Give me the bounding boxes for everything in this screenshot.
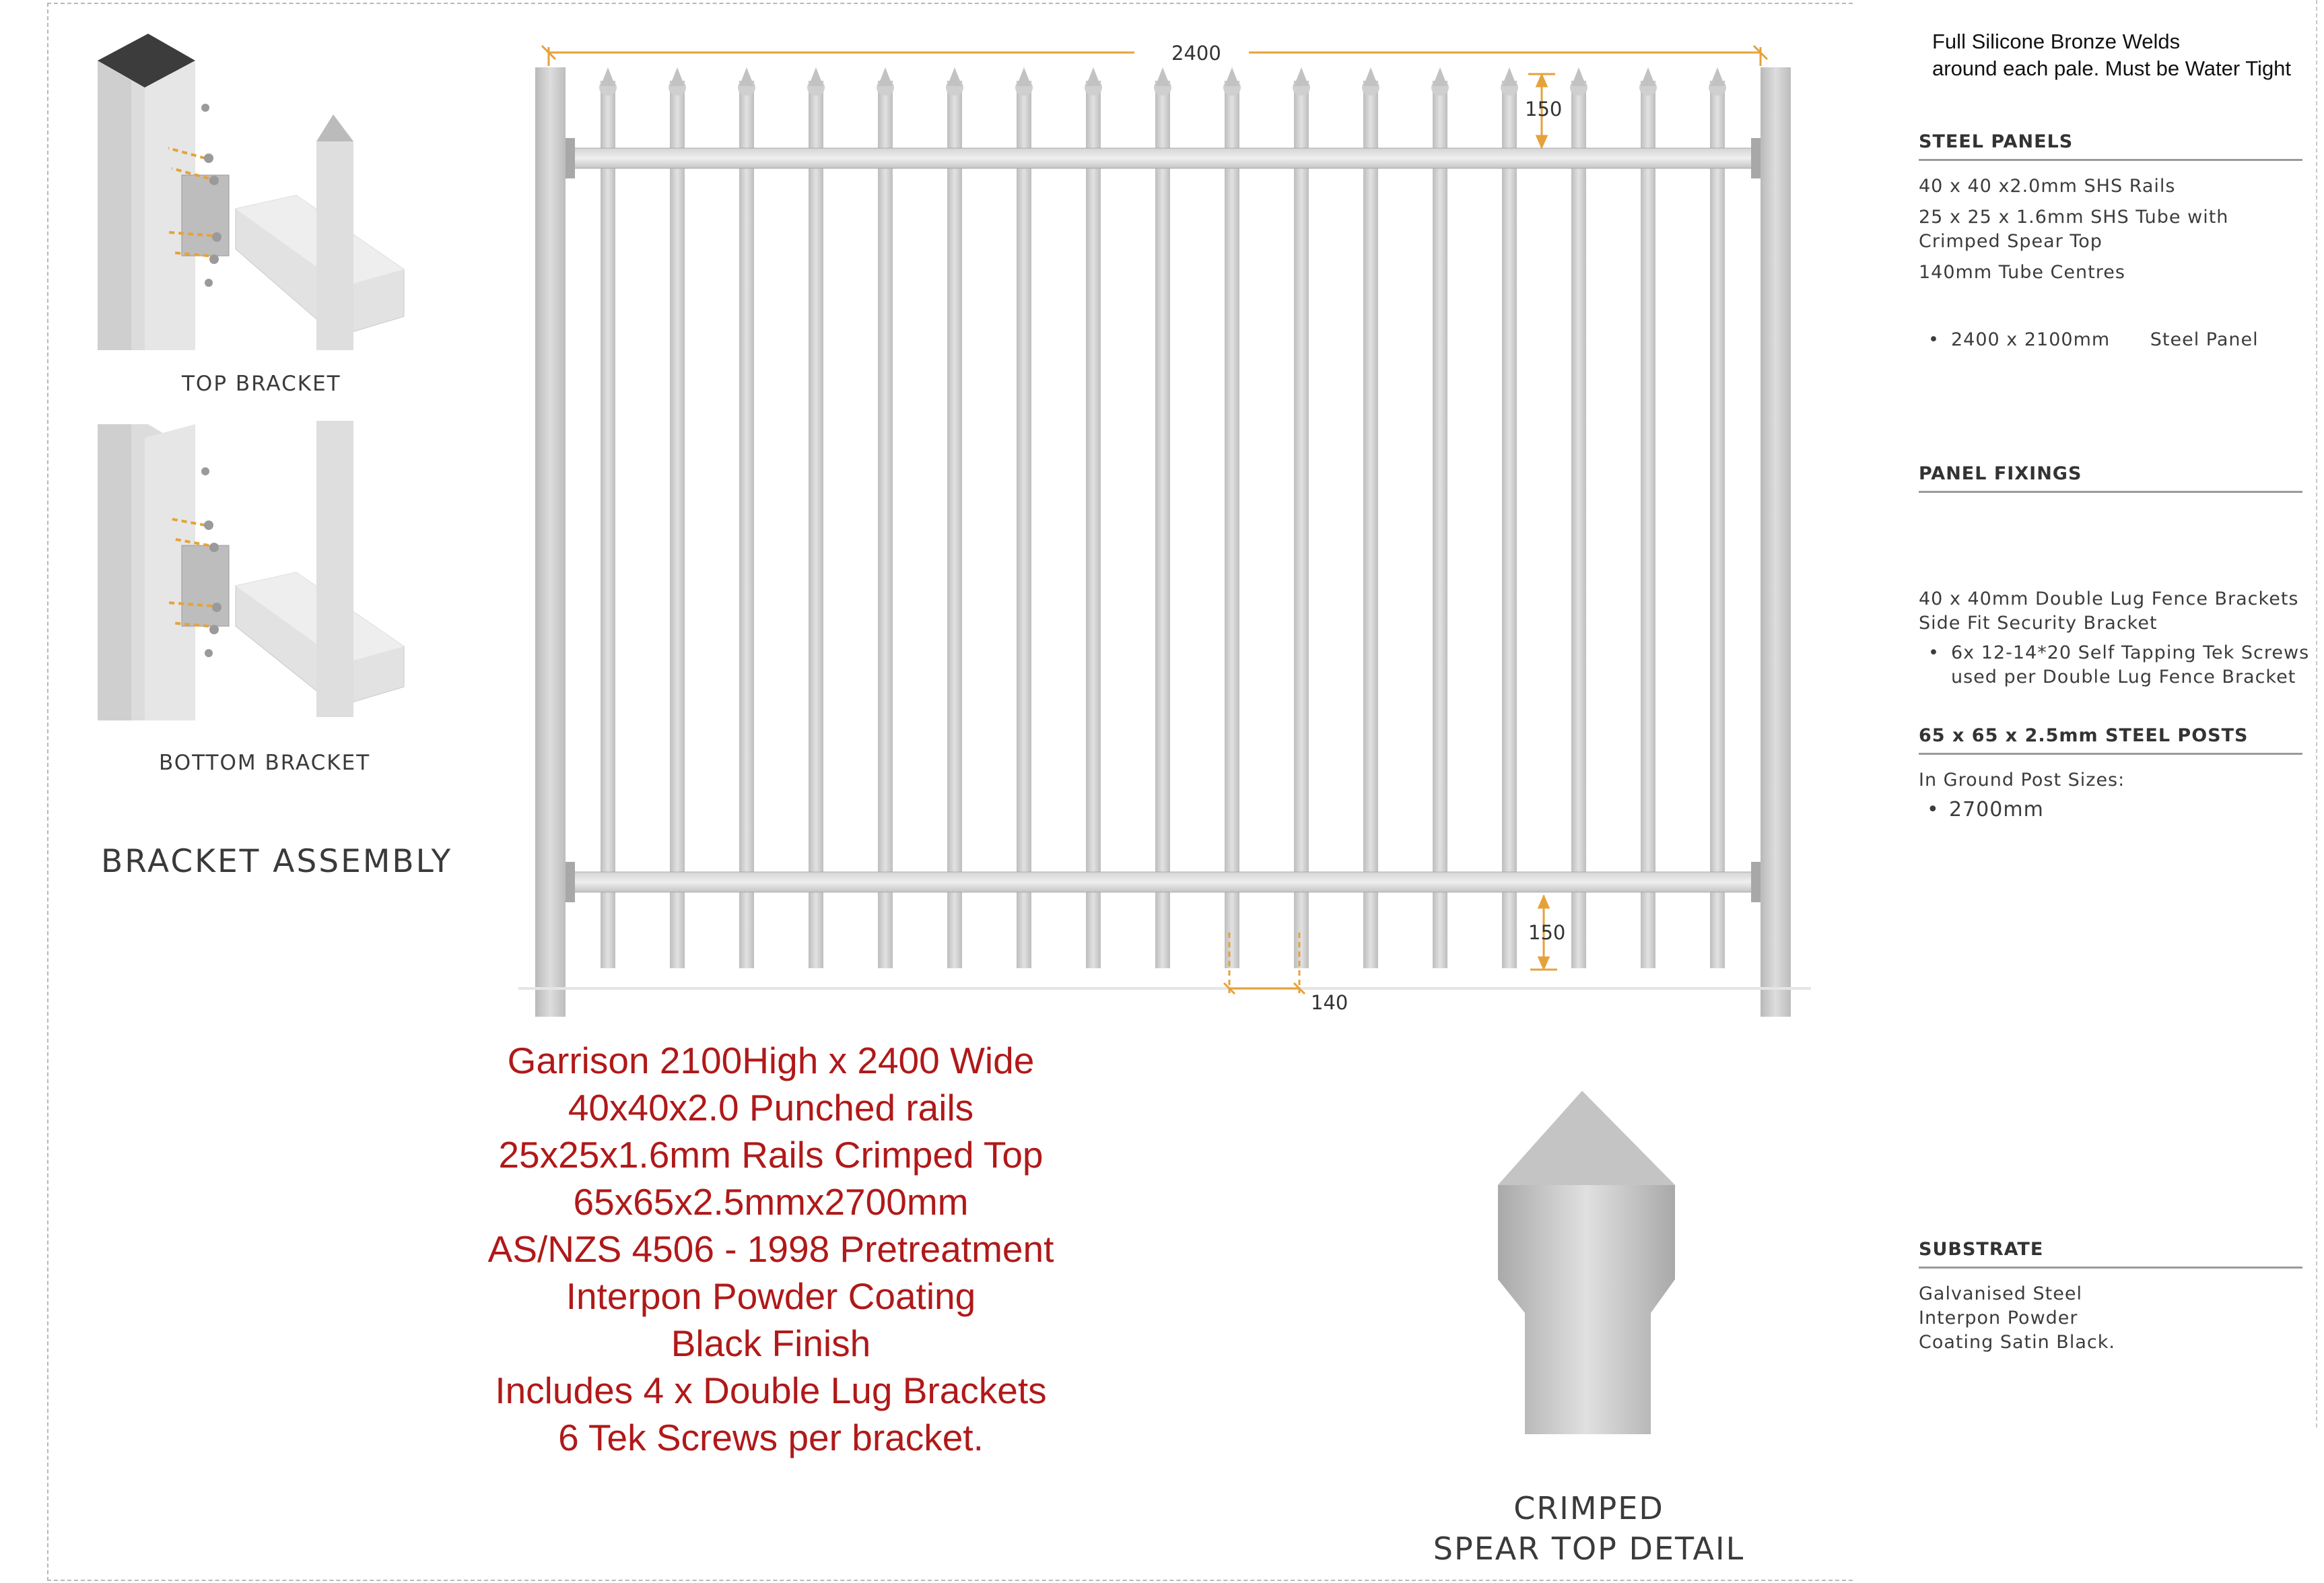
post-size: 2700mm	[1949, 798, 2044, 821]
panel-type: Steel Panel	[2150, 329, 2259, 350]
fence-pale	[1570, 67, 1587, 968]
bottom-bracket-label: BOTTOM BRACKET	[159, 751, 371, 775]
tek-screws-line: 6x 12-14*20 Self Tapping Tek Screws	[1951, 642, 2310, 663]
steel-panels-bullet: • 2400 x 2100mm Steel Panel	[1928, 329, 2259, 350]
spec-line: Interpon Powder Coating	[566, 1275, 976, 1317]
centre-dim-label: 140	[1311, 991, 1348, 1014]
panel-size: 2400 x 2100mm	[1951, 329, 2111, 350]
bottom-rail	[567, 872, 1758, 892]
right-margin-rule	[2316, 0, 2317, 1427]
fence-pale	[599, 67, 617, 968]
substrate-line: Galvanised Steel	[1919, 1283, 2082, 1304]
steel-panels-item: 40 x 40 x2.0mm SHS Rails	[1919, 176, 2176, 197]
fence-pales	[599, 67, 1726, 968]
panel-fixings-section	[1919, 463, 2309, 689]
fence-pale	[1085, 67, 1102, 968]
substrate-heading: SUBSTRATE	[1919, 1239, 2302, 1269]
fence-pale	[1501, 67, 1518, 968]
tek-screws-line: used per Double Lug Fence Bracket	[1951, 667, 2296, 687]
spear-detail-line1: CRIMPED	[1513, 1490, 1664, 1526]
panel-fixings-heading: PANEL FIXINGS	[1919, 463, 2302, 493]
steel-panels-section	[1919, 131, 2302, 352]
top-bracket-label: TOP BRACKET	[182, 372, 341, 396]
bottom-offset-dim-label: 150	[1528, 921, 1566, 944]
spear-detail-line2: SPEAR TOP DETAIL	[1433, 1530, 1745, 1567]
width-dim-label: 2400	[1171, 42, 1221, 65]
substrate-section	[1919, 1239, 2302, 1355]
weld-note-line1: Full Silicone Bronze Welds	[1932, 30, 2181, 53]
fence-panel-drawing	[512, 34, 1831, 1017]
spec-line: Black Finish	[671, 1322, 871, 1364]
fence-pale	[1639, 67, 1657, 968]
bracket-assembly-title: BRACKET ASSEMBLY	[101, 843, 453, 880]
right-post	[1761, 67, 1791, 1017]
steel-panels-item: Crimped Spear Top	[1919, 231, 2103, 252]
steel-panels-item: 140mm Tube Centres	[1919, 262, 2125, 283]
width-dimension	[542, 46, 1767, 66]
spear-top-illustration	[1481, 1084, 1683, 1441]
spec-line: Garrison 2100High x 2400 Wide	[507, 1040, 1035, 1081]
top-rail	[567, 148, 1758, 168]
fence-pale	[1362, 67, 1379, 968]
weld-note-line2: around each pale. Must be Water Tight	[1932, 57, 2292, 80]
fence-pale	[1223, 67, 1241, 968]
weld-note	[1932, 28, 2291, 82]
spec-line: Includes 4 x Double Lug Brackets	[495, 1370, 1047, 1411]
fence-pale	[1293, 67, 1310, 968]
fence-pale	[669, 67, 686, 968]
steel-panels-heading: STEEL PANELS	[1919, 131, 2302, 161]
fence-pale	[1709, 67, 1726, 968]
spear-detail-caption	[1387, 1488, 1791, 1569]
bottom-left-bracket	[566, 862, 575, 902]
panel-fixings-line: Side Fit Security Bracket	[1919, 613, 2158, 634]
steel-posts-bullet: • 2700mm	[1927, 798, 2044, 821]
product-spec-text	[404, 1037, 1138, 1461]
substrate-line: Interpon Powder	[1919, 1308, 2078, 1328]
steel-posts-sub: In Ground Post Sizes:	[1919, 770, 2125, 790]
top-offset-dim-label: 150	[1525, 98, 1563, 121]
bottom-right-bracket	[1751, 862, 1761, 902]
spec-line: 65x65x2.5mmx2700mm	[573, 1181, 969, 1223]
top-right-bracket	[1751, 138, 1761, 178]
fence-pale	[946, 67, 963, 968]
fence-pale	[1154, 67, 1171, 968]
bottom-bracket-illustration	[94, 417, 417, 727]
fence-pale	[807, 67, 825, 968]
spec-line: 6 Tek Screws per bracket.	[558, 1417, 984, 1458]
spec-line: 40x40x2.0 Punched rails	[568, 1087, 974, 1129]
steel-posts-heading: 65 x 65 x 2.5mm STEEL POSTS	[1919, 725, 2302, 755]
panel-fixings-bullet: • 6x 12-14*20 Self Tapping Tek Screws used per Double Lug Fence Bracket	[1919, 641, 2309, 689]
steel-panels-item: 25 x 25 x 1.6mm SHS Tube with	[1919, 207, 2229, 228]
fence-pale	[738, 67, 755, 968]
steel-posts-section	[1919, 725, 2302, 822]
fence-pale	[877, 67, 894, 968]
top-left-bracket	[566, 138, 575, 178]
spec-line: 25x25x1.6mm Rails Crimped Top	[498, 1134, 1044, 1176]
top-bracket-illustration	[94, 27, 417, 357]
substrate-line: Coating Satin Black.	[1919, 1332, 2115, 1353]
panel-fixings-line: 40 x 40mm Double Lug Fence Brackets	[1919, 588, 2299, 609]
left-post	[535, 67, 566, 1017]
fence-pale	[1015, 67, 1033, 968]
spec-line: AS/NZS 4506 - 1998 Pretreatment	[487, 1228, 1054, 1270]
fence-pale	[1431, 67, 1449, 968]
